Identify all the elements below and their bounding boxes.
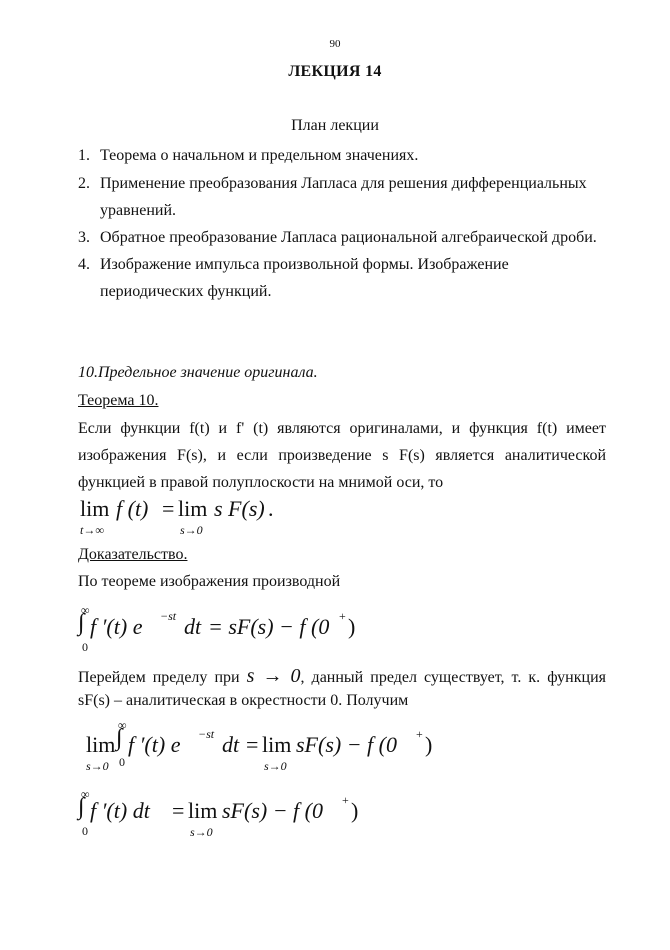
integral-sign: ∫	[78, 794, 85, 820]
limit-text-line: sF(s) – аналитическая в окрестности 0. Получим	[78, 692, 409, 709]
lim-operator: lim	[86, 732, 116, 757]
lim-subscript: s→0	[86, 759, 109, 773]
superscript: +	[339, 609, 346, 623]
plan-item-number: 1.	[78, 147, 90, 164]
formula-term: dt	[184, 614, 202, 639]
limit-text-line	[78, 665, 606, 688]
formula-term: f ′(t) dt	[90, 798, 150, 823]
formula-term: f (t)	[116, 496, 149, 521]
proof-intro: По теореме изображения производной	[78, 573, 341, 590]
plan-item-number: 4.	[78, 256, 90, 273]
lim-subscript: s→0	[264, 759, 287, 773]
formula-term: )	[425, 732, 433, 757]
theorem-label: Теорема 10.	[78, 392, 159, 409]
section-heading: 10.Предельное значение оригинала.	[78, 364, 318, 381]
period: .	[268, 496, 274, 521]
formula-term: f ′(t) e	[128, 732, 181, 757]
lower-limit: 0	[119, 755, 125, 769]
exponent: −st	[160, 609, 177, 623]
superscript: +	[416, 727, 423, 741]
plan-item-number: 3.	[78, 229, 90, 246]
lower-limit: 0	[82, 824, 88, 838]
formula-term: = sF(s) − f (0	[208, 614, 330, 639]
lim-operator: lim	[188, 798, 218, 823]
theorem-text-line: функцией в правой полуплоскости на мнимой оси, то	[78, 474, 444, 491]
plan-item-text: периодических функций.	[100, 283, 272, 300]
limit-text-part: , данный предел существует, т. к. функция	[300, 669, 606, 686]
lim-subscript: s→0	[190, 825, 213, 839]
equals-sign: =	[162, 496, 175, 521]
lower-limit: 0	[82, 640, 88, 654]
lim-operator: lim	[178, 496, 208, 521]
upper-limit: ∞	[81, 603, 90, 617]
integral-sign: ∫	[78, 610, 85, 636]
plan-item-text: Изображение импульса произвольной формы. Изображение	[100, 256, 509, 273]
lim-operator: lim	[80, 496, 110, 521]
inline-formula: s → 0	[246, 665, 301, 687]
equals-sign: =	[172, 798, 185, 823]
superscript: +	[342, 793, 349, 807]
exponent: −st	[198, 727, 215, 741]
lim-subscript: t→∞	[80, 523, 104, 537]
formula-term: )	[351, 798, 359, 823]
integral-sign: ∫	[116, 725, 123, 751]
page-number: 90	[329, 38, 341, 50]
formula-term: f ′(t) e	[90, 614, 143, 639]
formula-term: s F(s)	[214, 496, 265, 521]
plan-heading: План лекции	[291, 117, 379, 134]
limit-text-part: Перейдем пределу при	[78, 669, 240, 686]
lim-operator: lim	[262, 732, 292, 757]
lecture-title: ЛЕКЦИЯ 14	[288, 63, 382, 80]
lim-subscript: s→0	[180, 523, 203, 537]
plan-item-text: Применение преобразования Лапласа для решения дифференциальных	[100, 175, 587, 192]
equals-sign: =	[246, 732, 259, 757]
plan-item-text: Теорема о начальном и предельном значениях.	[100, 147, 419, 164]
formula-term: dt	[222, 732, 240, 757]
theorem-text-line: изображения F(s), и если произведение s F(s) является аналитической	[78, 447, 606, 464]
plan-item-text: уравнений.	[100, 202, 177, 219]
theorem-text-line: Если функции f(t) и f' (t) являются оригиналами, и функция f(t) имеет	[78, 420, 606, 437]
plan-item-text: Обратное преобразование Лапласа рациональной алгебраической дроби.	[100, 229, 597, 246]
plan-item-number: 2.	[78, 175, 90, 192]
upper-limit: ∞	[81, 787, 90, 801]
proof-label: Доказательство.	[78, 546, 188, 563]
formula-term: sF(s) − f (0	[296, 732, 397, 757]
upper-limit: ∞	[118, 718, 127, 732]
formula-term: sF(s) − f (0	[222, 798, 323, 823]
formula-term: )	[348, 614, 356, 639]
